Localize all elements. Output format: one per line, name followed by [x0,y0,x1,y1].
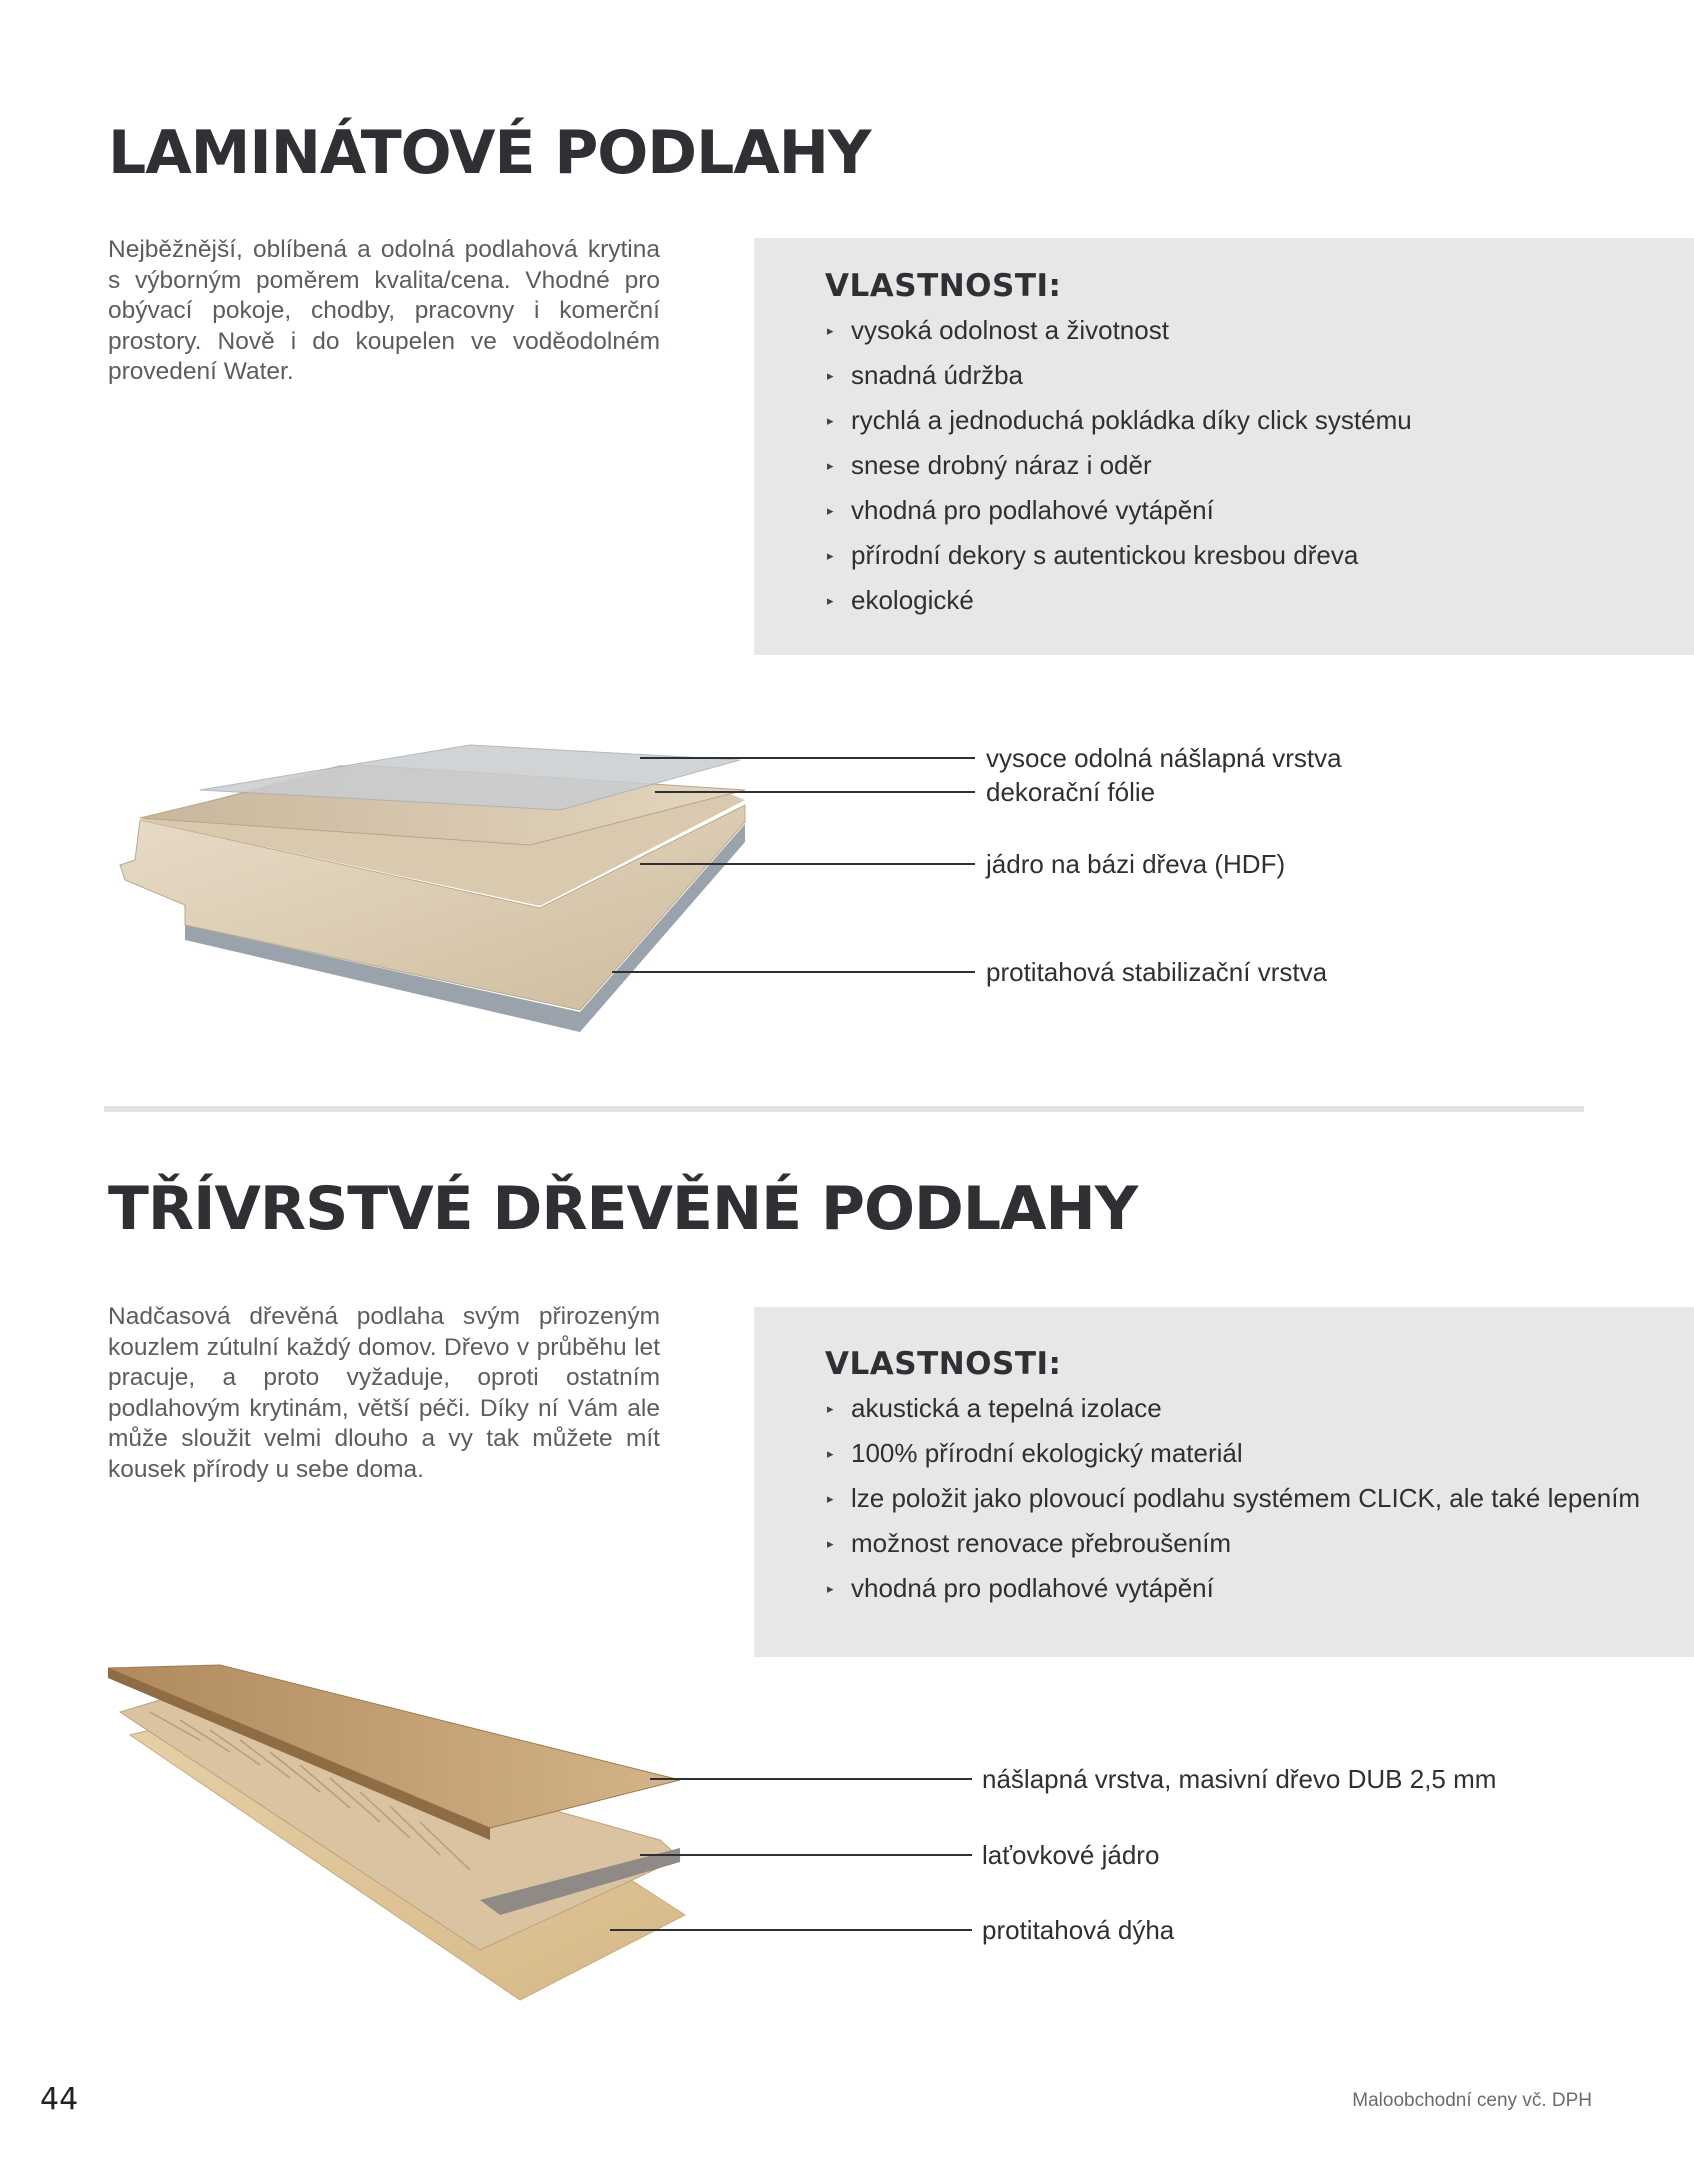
bullet-icon: ▸ [827,1491,834,1506]
laminate-layer-label: dekorační fólie [986,777,1156,807]
laminate-layer-label: vysoce odolná nášlapná vrstva [986,743,1342,773]
wood-properties-list [825,1386,1694,1611]
list-item: ▸ vhodná pro podlahové vytápění [825,1566,1694,1611]
laminate-layer-label: protitahová stabilizační vrstva [986,957,1328,987]
wood-layer-label: laťovkové jádro [982,1840,1160,1870]
laminate-properties-heading: VLASTNOSTI: [825,268,1062,304]
wood-layers-illustration [0,1660,1694,2010]
bullet-icon: ▸ [827,593,834,608]
list-item: ▸ ekologické [825,578,1694,623]
section-divider [104,1106,1584,1112]
laminate-title: LAMINÁTOVÉ PODLAHY [108,118,871,188]
list-item: ▸ vysoká odolnost a životnost [825,308,1694,353]
list-item: ▸ rychlá a jednoduchá pokládka díky click systému [825,398,1694,443]
footer-note: Maloobchodní ceny vč. DPH [1352,2090,1592,2111]
wood-properties-heading: VLASTNOSTI: [825,1346,1062,1382]
wood-intro: Nadčasová dřevěná podlaha svým přirozeným kouzlem zútulní každý domov. Dřevo v průběhu let pracuje, a proto vyžaduje, oproti ostatním podlahovým krytinám, větší péči. Díky ní Vám ale může sloužit velmi dlouho a vy tak můžete mít kousek přírody u sebe doma. [108,1303,660,1483]
wood-properties-box [754,1307,1694,1657]
bullet-icon: ▸ [827,548,834,563]
list-item: ▸ 100% přírodní ekologický materiál [825,1431,1694,1476]
list-item: ▸ vhodná pro podlahové vytápění [825,488,1694,533]
list-item: ▸ akustická a tepelná izolace [825,1386,1694,1431]
bullet-icon: ▸ [827,503,834,518]
bullet-icon: ▸ [827,368,834,383]
laminate-properties-list [825,308,1694,623]
laminate-intro: Nejběžnější, oblíbená a odolná podlahová krytina s výborným poměrem kvalita/cena. Vhodné pro obývací pokoje, chodby, pracovny i komerční prostory. Nově i do koupelen ve voděodolném provedení Water. [108,236,660,385]
bullet-icon: ▸ [827,323,834,338]
laminate-properties-box [754,238,1694,655]
laminate-layers-illustration [0,720,1694,1050]
bullet-icon: ▸ [827,458,834,473]
bullet-icon: ▸ [827,1401,834,1416]
wood-layer-label: nášlapná vrstva, masivní dřevo DUB 2,5 mm [982,1764,1497,1794]
list-item: ▸ možnost renovace přebroušením [825,1521,1694,1566]
laminate-layer-label: jádro na bázi dřeva (HDF) [986,849,1286,879]
bullet-icon: ▸ [827,1536,834,1551]
bullet-icon: ▸ [827,1446,834,1461]
wood-title: TŘÍVRSTVÉ DŘEVĚNÉ PODLAHY [108,1174,1138,1244]
page-number: 44 [40,2082,79,2117]
list-item: ▸ lze položit jako plovoucí podlahu systémem CLICK, ale také lepením [825,1476,1694,1521]
bullet-icon: ▸ [827,413,834,428]
list-item: ▸ přírodní dekory s autentickou kresbou dřeva [825,533,1694,578]
list-item: ▸ snadná údržba [825,353,1694,398]
list-item: ▸ snese drobný náraz i oděr [825,443,1694,488]
bullet-icon: ▸ [827,1581,834,1596]
wood-layer-label: protitahová dýha [982,1915,1175,1945]
